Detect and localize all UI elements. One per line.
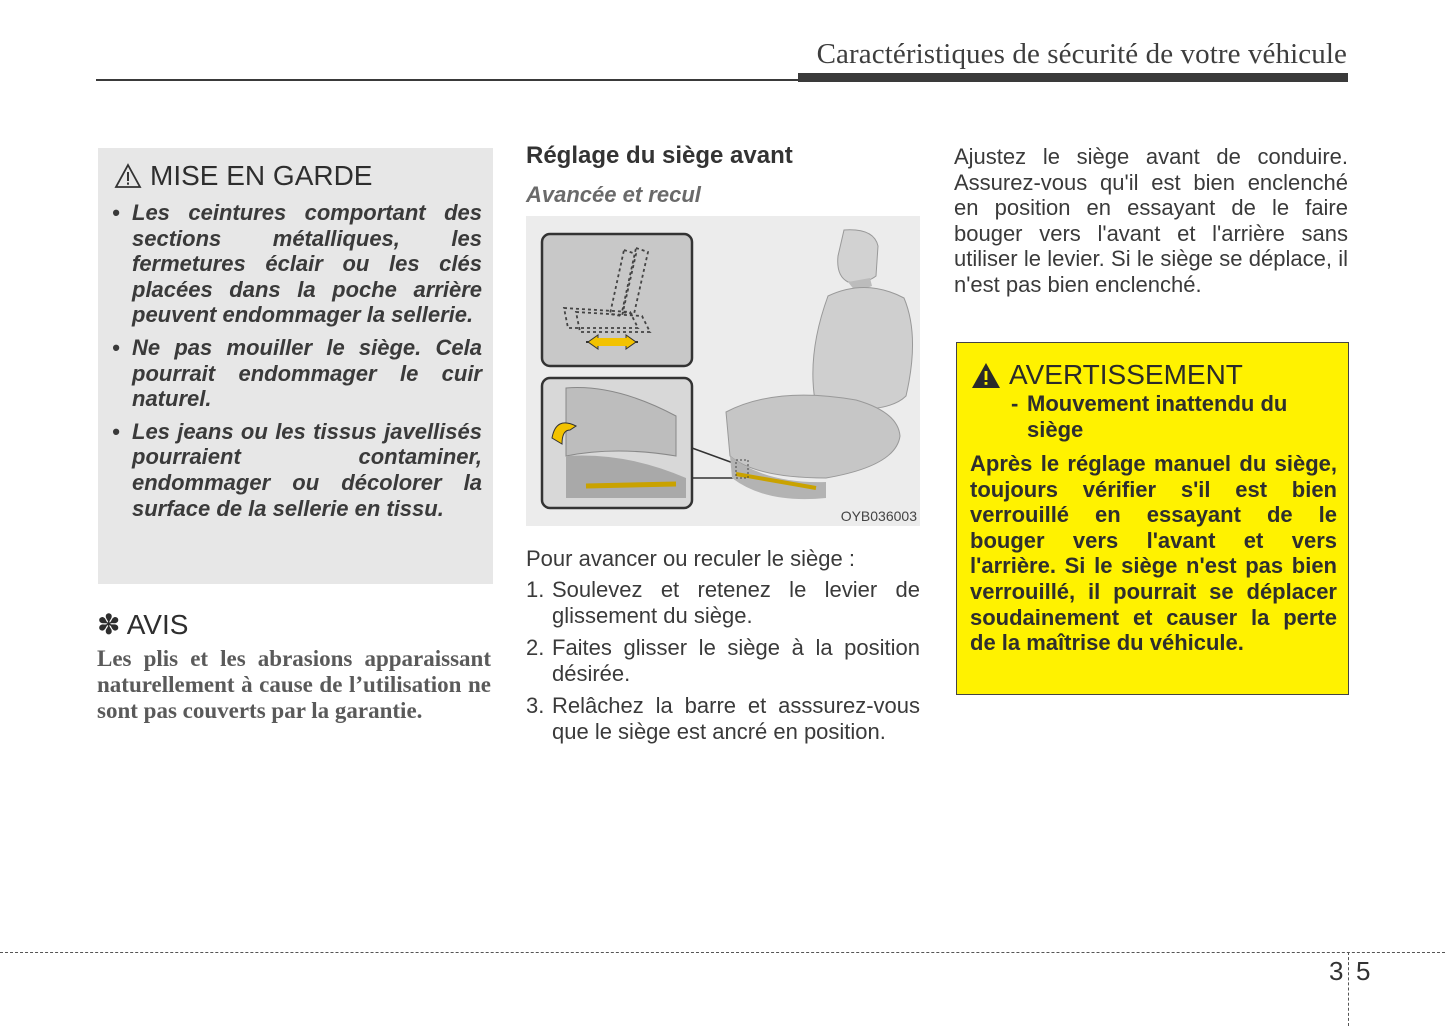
step-item: 1. Soulevez et retenez le levier de glissement du siège.	[526, 577, 920, 628]
bullet: •	[112, 334, 120, 360]
warning-subtitle: - Mouvement inattendu du siège	[1011, 391, 1288, 442]
bullet: •	[112, 200, 120, 225]
section-title: Réglage du siège avant	[526, 142, 793, 169]
step-number: 3.	[526, 693, 545, 719]
steps-list	[526, 577, 920, 752]
caution-item: • Les jeans ou les tissus javellisés pourraient contaminer, endommager ou décolorer la surface de la sellerie en tissu.	[112, 418, 482, 521]
notice-title: ✽ AVIS	[97, 609, 189, 640]
dash: -	[1011, 391, 1019, 416]
caution-box	[98, 148, 493, 584]
caution-item: • Les ceintures comportant des sections métalliques, les fermetures éclair ou les clés placées dans la poche arrière peuvent endommager la sellerie.	[112, 200, 482, 328]
caution-item: • Ne pas mouiller le siège. Cela pourrait endommager le cuir naturel.	[112, 334, 482, 412]
warning-body: Après le réglage manuel du siège, toujours vérifier s'il est bien verrouillé en essayant de le bouger vers l'avant et vers l'arrière. Si le siège n'est pas bien verrouillé, il pourrait se déplacer soudainement et causer la perte de la maîtrise du véhicule.	[970, 451, 1337, 656]
footer-divider	[0, 952, 1445, 953]
bullet: •	[112, 418, 120, 444]
figure-code: OYB036003	[840, 508, 917, 524]
caution-title: MISE EN GARDE	[150, 160, 373, 191]
section-subtitle: Avancée et recul	[526, 182, 701, 207]
notice-text: Les plis et les abrasions apparaissant naturellement à cause de l’utilisation ne sont pas couverts par la garantie.	[97, 646, 491, 723]
page-number: 5	[1356, 956, 1371, 986]
step-item: 2. Faites glisser le siège à la position désirée.	[526, 635, 920, 686]
chapter-number: 3	[1329, 956, 1344, 986]
step-number: 1.	[526, 577, 545, 602]
warning-triangle-icon	[114, 163, 142, 189]
adjust-paragraph: Ajustez le siège avant de conduire. Assurez-vous qu'il est bien enclenché en position en essayant de le faire bouger vers l'avant et l'arrière sans utiliser le levier. Si le siège se déplace, il n'est pas bien enclenché.	[954, 144, 1348, 297]
header-rule	[96, 79, 1348, 81]
warning-box	[956, 342, 1349, 695]
steps-intro: Pour avancer ou reculer le siège :	[526, 546, 855, 571]
step-item: 3. Relâchez la barre et asssurez-vous que le siège est ancré en position.	[526, 693, 920, 744]
warning-title: AVERTISSEMENT	[1009, 359, 1243, 390]
page-header-title: Caractéristiques de sécurité de votre véhicule	[816, 38, 1347, 70]
footer-vertical-divider	[1348, 952, 1349, 1026]
caution-heading	[114, 160, 372, 192]
caution-list	[110, 200, 482, 528]
warning-triangle-icon	[971, 362, 1001, 389]
step-number: 2.	[526, 635, 545, 661]
seat-illustration	[526, 216, 920, 526]
warning-heading	[971, 359, 1243, 391]
seat-adjustment-figure	[526, 216, 920, 526]
